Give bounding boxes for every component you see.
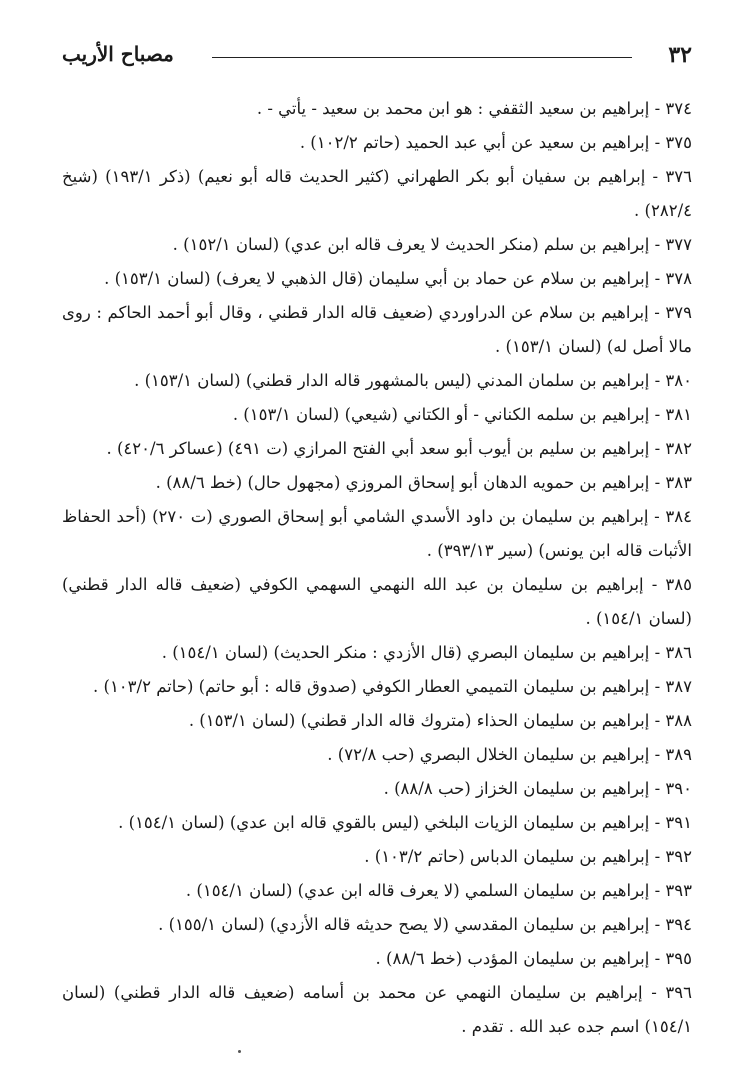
entry-text: إبراهيم بن سليمان الخزاز (حب ٨٨/٨) . [383, 779, 650, 798]
entry-separator: - [645, 167, 666, 186]
entry-number: ٣٩٣ [665, 881, 692, 900]
entry-text: إبراهيم بن سعيد عن أبي عبد الحميد (حاتم ١٠٢/٢) . [299, 133, 650, 152]
entry-text: إبراهيم بن سلام عن الدراوردي (ضعيف قاله الدار قطني ، وقال أبو أحمد الحاكم : روى مالا أصل له) (لسان ١٥٣/١) . [62, 303, 692, 356]
entry-number: ٣٩٤ [665, 915, 692, 934]
entry-separator: - [649, 473, 666, 492]
entry-text: إبراهيم بن سليمان المؤدب (خط ٨٨/٦) . [375, 949, 650, 968]
entry-number: ٣٨٥ [665, 575, 692, 594]
entry-text: إبراهيم بن سفيان أبو بكر الطهراني (كثير الحديث قاله أبو نعيم) (ذكر ١٩٣/١) (شيخ ٢٨٢/٤) . [62, 167, 692, 220]
page-number: ٣٢ [668, 42, 692, 68]
entry-separator: - [649, 779, 666, 798]
entry-separator: - [648, 303, 666, 322]
entry-separator: - [649, 711, 666, 730]
entry-text: إبراهيم بن سليمان البصري (قال الأزدي : منكر الحديث) (لسان ١٥٤/١) . [161, 643, 650, 662]
entry-number: ٣٨٠ [665, 371, 692, 390]
entry-separator: - [649, 915, 666, 934]
entry-number: ٣٩٦ [665, 983, 692, 1002]
list-item [62, 500, 692, 568]
entry-separator: - [649, 677, 666, 696]
list-item [62, 976, 692, 1044]
list-item [62, 92, 692, 126]
entry-text: إبراهيم بن سليمان السلمي (لا يعرف قاله ابن عدي) (لسان ١٥٤/١) . [185, 881, 650, 900]
list-item [62, 398, 692, 432]
entry-text: إبراهيم بن سعيد الثقفي : هو ابن محمد بن سعيد - يأتي - . [256, 99, 650, 118]
book-title: مصباح الأريب [62, 42, 174, 66]
list-item [62, 126, 692, 160]
entry-number: ٣٨٦ [665, 643, 692, 662]
entry-separator: - [649, 745, 666, 764]
entry-separator: - [642, 983, 666, 1002]
list-item [62, 296, 692, 364]
entry-text: إبراهيم بن سليمان الحذاء (متروك قاله الدار قطني) (لسان ١٥٣/١) . [188, 711, 650, 730]
entry-text: إبراهيم بن سليمان الخلال البصري (حب ٧٢/٨) . [327, 745, 650, 764]
entry-number: ٣٧٥ [665, 133, 692, 152]
entry-number: ٣٩٢ [665, 847, 692, 866]
list-item [62, 670, 692, 704]
entry-separator: - [649, 949, 666, 968]
list-item [62, 772, 692, 806]
list-item [62, 364, 692, 398]
entry-text: إبراهيم بن سلام عن حماد بن أبي سليمان (قال الذهبي لا يعرف) (لسان ١٥٣/١) . [104, 269, 650, 288]
list-item [62, 432, 692, 466]
list-item [62, 874, 692, 908]
entry-number: ٣٨٩ [665, 745, 692, 764]
entry-separator: - [649, 813, 666, 832]
entry-number: ٣٨٧ [665, 677, 692, 696]
list-item [62, 738, 692, 772]
entry-number: ٣٨٣ [665, 473, 692, 492]
header-rule [212, 57, 632, 58]
entry-number: ٣٨٨ [665, 711, 692, 730]
entry-separator: - [648, 507, 666, 526]
list-item [62, 466, 692, 500]
entry-text: إبراهيم بن سليمان بن داود الأسدي الشامي أبو إسحاق الصوري (ت ٢٧٠) (أحد الحفاظ الأثبات قاله ابن يونس) (سير ٣٩٣/١٣) . [62, 507, 692, 560]
list-item [62, 160, 692, 228]
entry-text: إبراهيم بن سليمان الزيات البلخي (ليس بالقوي قاله ابن عدي) (لسان ١٥٤/١) . [118, 813, 650, 832]
entry-separator: - [649, 847, 666, 866]
entry-text: إبراهيم بن سليمان المقدسي (لا يصح حديثه قاله الأزدي) (لسان ١٥٥/١) . [158, 915, 650, 934]
entry-separator: - [649, 133, 666, 152]
entry-number: ٣٨٤ [665, 507, 692, 526]
entry-text: إبراهيم بن سلمان المدني (ليس بالمشهور قاله الدار قطني) (لسان ١٥٣/١) . [134, 371, 650, 390]
entry-number: ٣٨٢ [665, 439, 692, 458]
entry-separator: - [643, 575, 666, 594]
entry-separator: - [649, 643, 666, 662]
list-item [62, 636, 692, 670]
entry-text: إبراهيم بن حمويه الدهان أبو إسحاق المروزي (مجهول حال) (خط ٨٨/٦) . [155, 473, 650, 492]
entry-number: ٣٩١ [665, 813, 692, 832]
entry-separator: - [649, 371, 666, 390]
entry-text: إبراهيم بن سليمان النهمي عن محمد بن أسامه (ضعيف قاله الدار قطني) (لسان ١٥٤/١) اسم جده عبد الله . تقدم . [62, 983, 692, 1036]
list-item [62, 704, 692, 738]
entry-number: ٣٩٥ [665, 949, 692, 968]
entry-number: ٣٧٦ [665, 167, 692, 186]
list-item [62, 262, 692, 296]
list-item [62, 228, 692, 262]
page-speck [238, 1050, 241, 1053]
entry-text: إبراهيم بن سليم بن أيوب أبو سعد أبي الفتح المرازي (ت ٤٩١) (عساكر ٤٢٠/٦) . [106, 439, 650, 458]
list-item [62, 806, 692, 840]
entry-text: إبراهيم بن سلم (منكر الحديث لا يعرف قاله ابن عدي) (لسان ١٥٢/١) . [172, 235, 650, 254]
entry-number: ٣٧٩ [665, 303, 692, 322]
list-item [62, 942, 692, 976]
entry-separator: - [649, 439, 666, 458]
entry-separator: - [649, 99, 666, 118]
entry-text: إبراهيم بن سلمه الكناني - أو الكتاني (شيعي) (لسان ١٥٣/١) . [232, 405, 650, 424]
list-item [62, 568, 692, 636]
entry-separator: - [649, 269, 666, 288]
entry-number: ٣٧٤ [665, 99, 692, 118]
entry-number: ٣٩٠ [665, 779, 692, 798]
entry-text: إبراهيم بن سليمان بن عبد الله النهمي السهمي الكوفي (ضعيف قاله الدار قطني) (لسان ١٥٤/١) . [62, 575, 692, 628]
entry-number: ٣٧٨ [665, 269, 692, 288]
entry-text: إبراهيم بن سليمان الدباس (حاتم ١٠٣/٢) . [364, 847, 650, 866]
entry-text: إبراهيم بن سليمان التميمي العطار الكوفي (صدوق قاله : أبو حاتم) (حاتم ١٠٣/٢) . [93, 677, 650, 696]
list-item [62, 908, 692, 942]
entry-list [62, 92, 692, 1044]
entry-number: ٣٨١ [665, 405, 692, 424]
page-header [62, 40, 692, 76]
entry-number: ٣٧٧ [665, 235, 692, 254]
list-item [62, 840, 692, 874]
entry-separator: - [649, 235, 666, 254]
entry-separator: - [649, 405, 666, 424]
entry-separator: - [649, 881, 666, 900]
